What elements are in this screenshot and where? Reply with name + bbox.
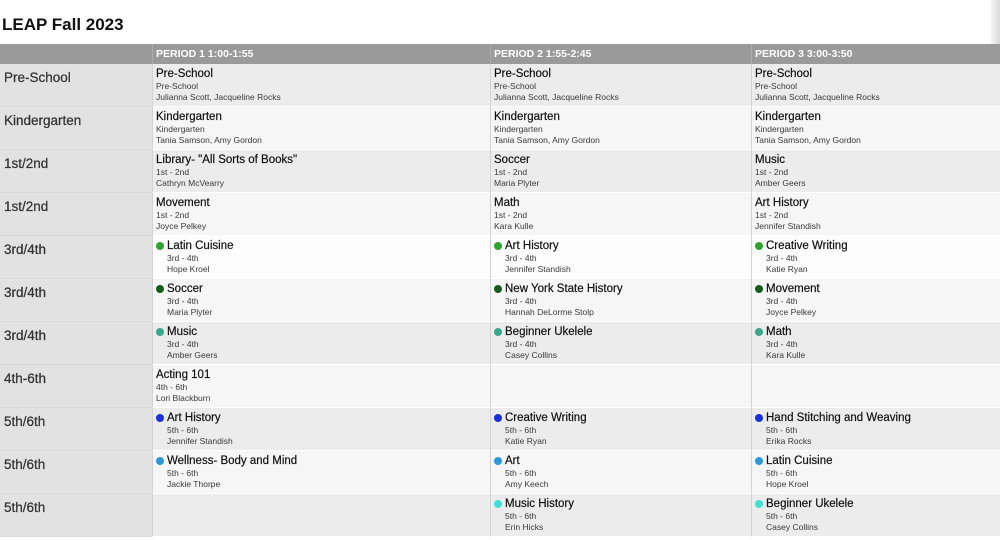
class-title: Kindergarten (755, 111, 821, 123)
row-label: 4th-6th (0, 365, 152, 408)
row-label: 3rd/4th (0, 322, 152, 365)
class-grades: 1st - 2nd (494, 167, 528, 177)
empty-cell (751, 365, 1000, 408)
class-grades: 1st - 2nd (494, 210, 528, 220)
group-dot-icon (156, 457, 164, 465)
class-title: Pre-School (156, 68, 213, 80)
class-grades: 5th - 6th (766, 425, 798, 435)
class-teacher: Jennifer Standish (167, 436, 233, 446)
schedule-row (0, 64, 1000, 107)
class-teacher: Amber Geers (755, 178, 806, 188)
schedule-row (0, 107, 1000, 150)
class-cell[interactable] (152, 64, 490, 107)
class-grades: 3rd - 4th (167, 296, 199, 306)
class-teacher: Julianna Scott, Jacqueline Rocks (755, 92, 880, 102)
class-grades: 3rd - 4th (766, 296, 798, 306)
schedule-row (0, 451, 1000, 494)
page-edge (991, 0, 1000, 44)
class-cell[interactable] (152, 279, 490, 322)
class-grades: Pre-School (156, 81, 199, 91)
class-teacher: Tania Samson, Amy Gordon (156, 135, 262, 145)
class-teacher: Jackie Thorpe (167, 479, 221, 489)
class-teacher: Lori Blackburn (156, 393, 211, 403)
class-teacher: Jennifer Standish (505, 264, 571, 274)
class-title: Kindergarten (494, 111, 560, 123)
class-teacher: Erin Hicks (505, 522, 544, 532)
class-grades: 3rd - 4th (167, 339, 199, 349)
class-title: Latin Cuisine (167, 240, 234, 252)
class-teacher: Julianna Scott, Jacqueline Rocks (156, 92, 281, 102)
row-label: 3rd/4th (0, 279, 152, 322)
row-label: Pre-School (0, 64, 152, 107)
group-dot-icon (156, 328, 164, 336)
class-cell[interactable] (751, 279, 1000, 322)
class-grades: Kindergarten (494, 124, 543, 134)
class-teacher: Casey Collins (766, 522, 818, 532)
class-title: Hand Stitching and Weaving (766, 412, 911, 424)
class-teacher: Cathryn McVearry (156, 178, 225, 188)
period-3-header: PERIOD 3 3:00-3:50 (751, 44, 1000, 64)
row-label: 1st/2nd (0, 193, 152, 236)
class-title: Creative Writing (766, 240, 848, 252)
header-row (0, 44, 1000, 64)
class-cell[interactable] (152, 365, 490, 408)
schedule-row (0, 365, 1000, 408)
class-cell[interactable] (490, 150, 751, 193)
row-label: 3rd/4th (0, 236, 152, 279)
group-dot-icon (755, 242, 763, 250)
schedule-row (0, 193, 1000, 236)
class-grades: Pre-School (755, 81, 798, 91)
group-dot-icon (755, 457, 763, 465)
group-dot-icon (494, 500, 502, 508)
class-teacher: Joyce Pelkey (156, 221, 207, 231)
class-title: Library- "All Sorts of Books" (156, 154, 298, 166)
class-grades: 3rd - 4th (505, 253, 537, 263)
class-title: Movement (766, 283, 820, 295)
class-title: Math (766, 326, 792, 338)
schedule-row (0, 279, 1000, 322)
class-grades: 3rd - 4th (766, 253, 798, 263)
class-grades: 1st - 2nd (755, 210, 789, 220)
class-cell[interactable] (152, 408, 490, 451)
class-cell[interactable] (751, 408, 1000, 451)
class-title: Beginner Ukelele (505, 326, 593, 338)
class-teacher: Kara Kulle (494, 221, 534, 231)
class-cell[interactable] (751, 193, 1000, 236)
class-cell[interactable] (751, 150, 1000, 193)
group-dot-icon (494, 285, 502, 293)
class-teacher: Kara Kulle (766, 350, 806, 360)
class-title: Creative Writing (505, 412, 587, 424)
group-dot-icon (494, 457, 502, 465)
group-dot-icon (494, 242, 502, 250)
group-dot-icon (156, 414, 164, 422)
period-1-header: PERIOD 1 1:00-1:55 (152, 44, 490, 64)
schedule-row (0, 150, 1000, 193)
class-grades: Kindergarten (156, 124, 205, 134)
class-grades: 5th - 6th (167, 468, 199, 478)
class-teacher: Amy Keech (505, 479, 549, 489)
class-teacher: Katie Ryan (766, 264, 808, 274)
class-title: Math (494, 197, 520, 209)
class-cell[interactable] (490, 322, 751, 365)
class-cell[interactable] (751, 494, 1000, 537)
class-title: Art (505, 455, 520, 467)
class-cell[interactable] (490, 279, 751, 322)
class-teacher: Casey Collins (505, 350, 557, 360)
class-cell[interactable] (490, 408, 751, 451)
class-grades: Pre-School (494, 81, 537, 91)
class-teacher: Erika Rocks (766, 436, 812, 446)
class-teacher: Tania Samson, Amy Gordon (755, 135, 861, 145)
class-grades: 1st - 2nd (156, 210, 190, 220)
page-title: LEAP Fall 2023 (2, 15, 124, 34)
empty-cell (152, 494, 490, 537)
class-grades: 4th - 6th (156, 382, 188, 392)
class-title: Music History (505, 498, 575, 510)
class-teacher: Amber Geers (167, 350, 218, 360)
class-cell[interactable] (490, 193, 751, 236)
class-grades: 5th - 6th (167, 425, 199, 435)
class-cell[interactable] (490, 494, 751, 537)
schedule-row (0, 236, 1000, 279)
class-grades: 1st - 2nd (156, 167, 190, 177)
group-dot-icon (494, 414, 502, 422)
class-cell[interactable] (152, 107, 490, 150)
class-cell[interactable] (751, 451, 1000, 494)
group-dot-icon (156, 285, 164, 293)
class-title: Art History (755, 197, 809, 209)
header-corner (0, 44, 152, 64)
class-title: Acting 101 (156, 369, 211, 381)
class-teacher: Maria Plyter (167, 307, 213, 317)
class-title: Movement (156, 197, 210, 209)
class-grades: 5th - 6th (766, 468, 798, 478)
class-cell[interactable] (490, 107, 751, 150)
class-title: Pre-School (755, 68, 812, 80)
class-title: Music (167, 326, 198, 338)
group-dot-icon (755, 500, 763, 508)
schedule-body (0, 64, 1000, 537)
class-cell[interactable] (152, 150, 490, 193)
class-teacher: Katie Ryan (505, 436, 547, 446)
class-cell[interactable] (751, 107, 1000, 150)
class-title: New York State History (505, 283, 623, 295)
class-title: Soccer (167, 283, 203, 295)
class-teacher: Julianna Scott, Jacqueline Rocks (494, 92, 619, 102)
group-dot-icon (755, 414, 763, 422)
class-teacher: Hope Kroel (167, 264, 210, 274)
class-grades: 1st - 2nd (755, 167, 789, 177)
class-title: Art History (505, 240, 559, 252)
class-teacher: Tania Samson, Amy Gordon (494, 135, 600, 145)
class-grades: 5th - 6th (505, 511, 537, 521)
row-label: Kindergarten (0, 107, 152, 150)
empty-cell (490, 365, 751, 408)
row-label: 5th/6th (0, 494, 152, 537)
class-teacher: Hope Kroel (766, 479, 809, 489)
class-cell[interactable] (490, 64, 751, 107)
class-grades: 3rd - 4th (505, 339, 537, 349)
class-cell[interactable] (751, 322, 1000, 365)
class-title: Wellness- Body and Mind (167, 455, 298, 467)
class-title: Music (755, 154, 786, 166)
class-title: Soccer (494, 154, 530, 166)
schedule-row (0, 322, 1000, 365)
class-cell[interactable] (152, 236, 490, 279)
class-grades: 3rd - 4th (505, 296, 537, 306)
group-dot-icon (494, 328, 502, 336)
row-label: 5th/6th (0, 451, 152, 494)
group-dot-icon (755, 328, 763, 336)
row-label: 1st/2nd (0, 150, 152, 193)
class-grades: 3rd - 4th (766, 339, 798, 349)
class-grades: 5th - 6th (505, 425, 537, 435)
class-cell[interactable] (152, 193, 490, 236)
class-cell[interactable] (751, 236, 1000, 279)
class-cell[interactable] (152, 451, 490, 494)
schedule-row (0, 494, 1000, 537)
class-title: Kindergarten (156, 111, 222, 123)
class-grades: 5th - 6th (766, 511, 798, 521)
class-grades: 5th - 6th (505, 468, 537, 478)
row-label: 5th/6th (0, 408, 152, 451)
class-teacher: Jennifer Standish (755, 221, 821, 231)
class-title: Beginner Ukelele (766, 498, 854, 510)
group-dot-icon (156, 242, 164, 250)
schedule-row (0, 408, 1000, 451)
class-teacher: Joyce Pelkey (766, 307, 817, 317)
class-teacher: Hannah DeLorme Stolp (505, 307, 594, 317)
class-cell[interactable] (751, 64, 1000, 107)
class-cell[interactable] (152, 322, 490, 365)
period-2-header: PERIOD 2 1:55-2:45 (490, 44, 751, 64)
class-grades: Kindergarten (755, 124, 804, 134)
group-dot-icon (755, 285, 763, 293)
schedule-table (0, 44, 1000, 537)
class-cell[interactable] (490, 236, 751, 279)
class-cell[interactable] (490, 451, 751, 494)
class-title: Art History (167, 412, 221, 424)
class-title: Latin Cuisine (766, 455, 833, 467)
class-grades: 3rd - 4th (167, 253, 199, 263)
class-title: Pre-School (494, 68, 551, 80)
class-teacher: Maria Plyter (494, 178, 540, 188)
